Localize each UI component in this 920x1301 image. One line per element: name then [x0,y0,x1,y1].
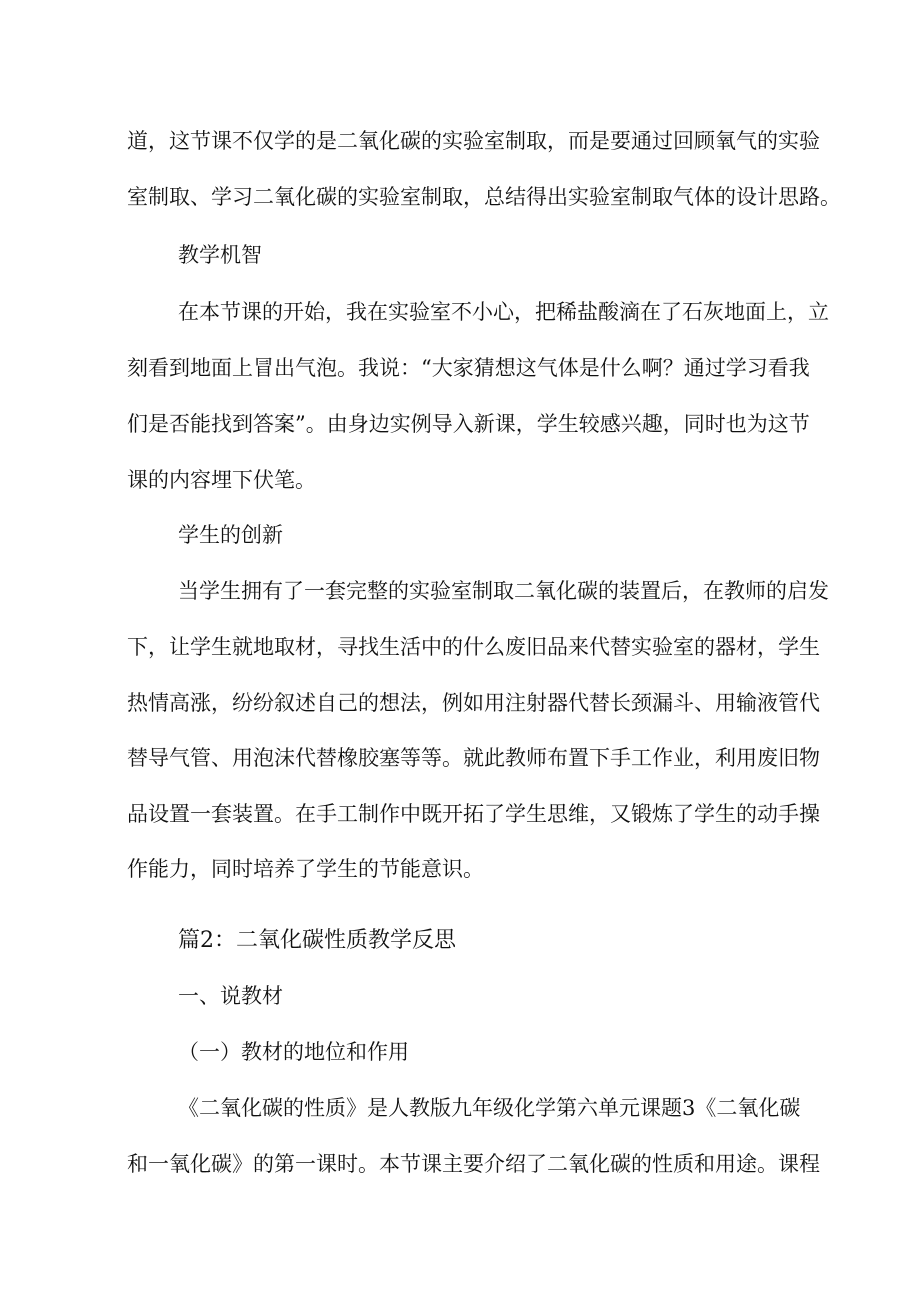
section-heading-textbook: 一、说教材 [178,984,283,1008]
paragraph-line: 替导气管、用泡沫代替橡胶塞等等。就此教师布置下手工作业，利用废旧物 [127,746,820,770]
paragraph-line: 们是否能找到答案”。由身边实例导入新课，学生较感兴趣，同时也为这节 [127,412,810,436]
paragraph-line: 《二氧化碳的性质》是人教版九年级化学第六单元课题3《二氧化碳 [178,1096,801,1120]
paragraph-line: 课的内容埋下伏笔。 [127,468,316,492]
paragraph-line: 道，这节课不仅学的是二氧化碳的实验室制取，而是要通过回顾氧气的实验 [127,129,820,153]
paragraph-line: 作能力，同时培养了学生的节能意识。 [127,857,484,881]
paragraph-line: 室制取、学习二氧化碳的实验室制取，总结得出实验室制取气体的设计思路。 [127,185,841,209]
paragraph-line: 刻看到地面上冒出气泡。我说：“大家猜想这气体是什么啊？通过学习看我 [127,356,810,380]
paragraph-line: 下，让学生就地取材，寻找生活中的什么废旧品来代替实验室的器材，学生 [127,635,820,659]
paragraph-line: 在本节课的开始，我在实验室不小心，把稀盐酸滴在了石灰地面上，立 [178,300,829,324]
section-heading-teaching-wit: 教学机智 [178,243,262,267]
paragraph-line: 和一氧化碳》的第一课时。本节课主要介绍了二氧化碳的性质和用途。课程 [127,1152,820,1176]
subsection-heading: （一）教材的地位和作用 [178,1040,409,1064]
paragraph-line: 品设置一套装置。在手工制作中既开拓了学生思维，又锻炼了学生的动手操 [127,802,820,826]
paragraph-line: 当学生拥有了一套完整的实验室制取二氧化碳的装置后，在教师的启发 [178,579,829,603]
article-title: 篇2：二氧化碳性质教学反思 [178,928,456,953]
section-heading-student-innovation: 学生的创新 [178,523,283,547]
paragraph-line: 热情高涨，纷纷叙述自己的想法，例如用注射器代替长颈漏斗、用输液管代 [127,691,820,715]
